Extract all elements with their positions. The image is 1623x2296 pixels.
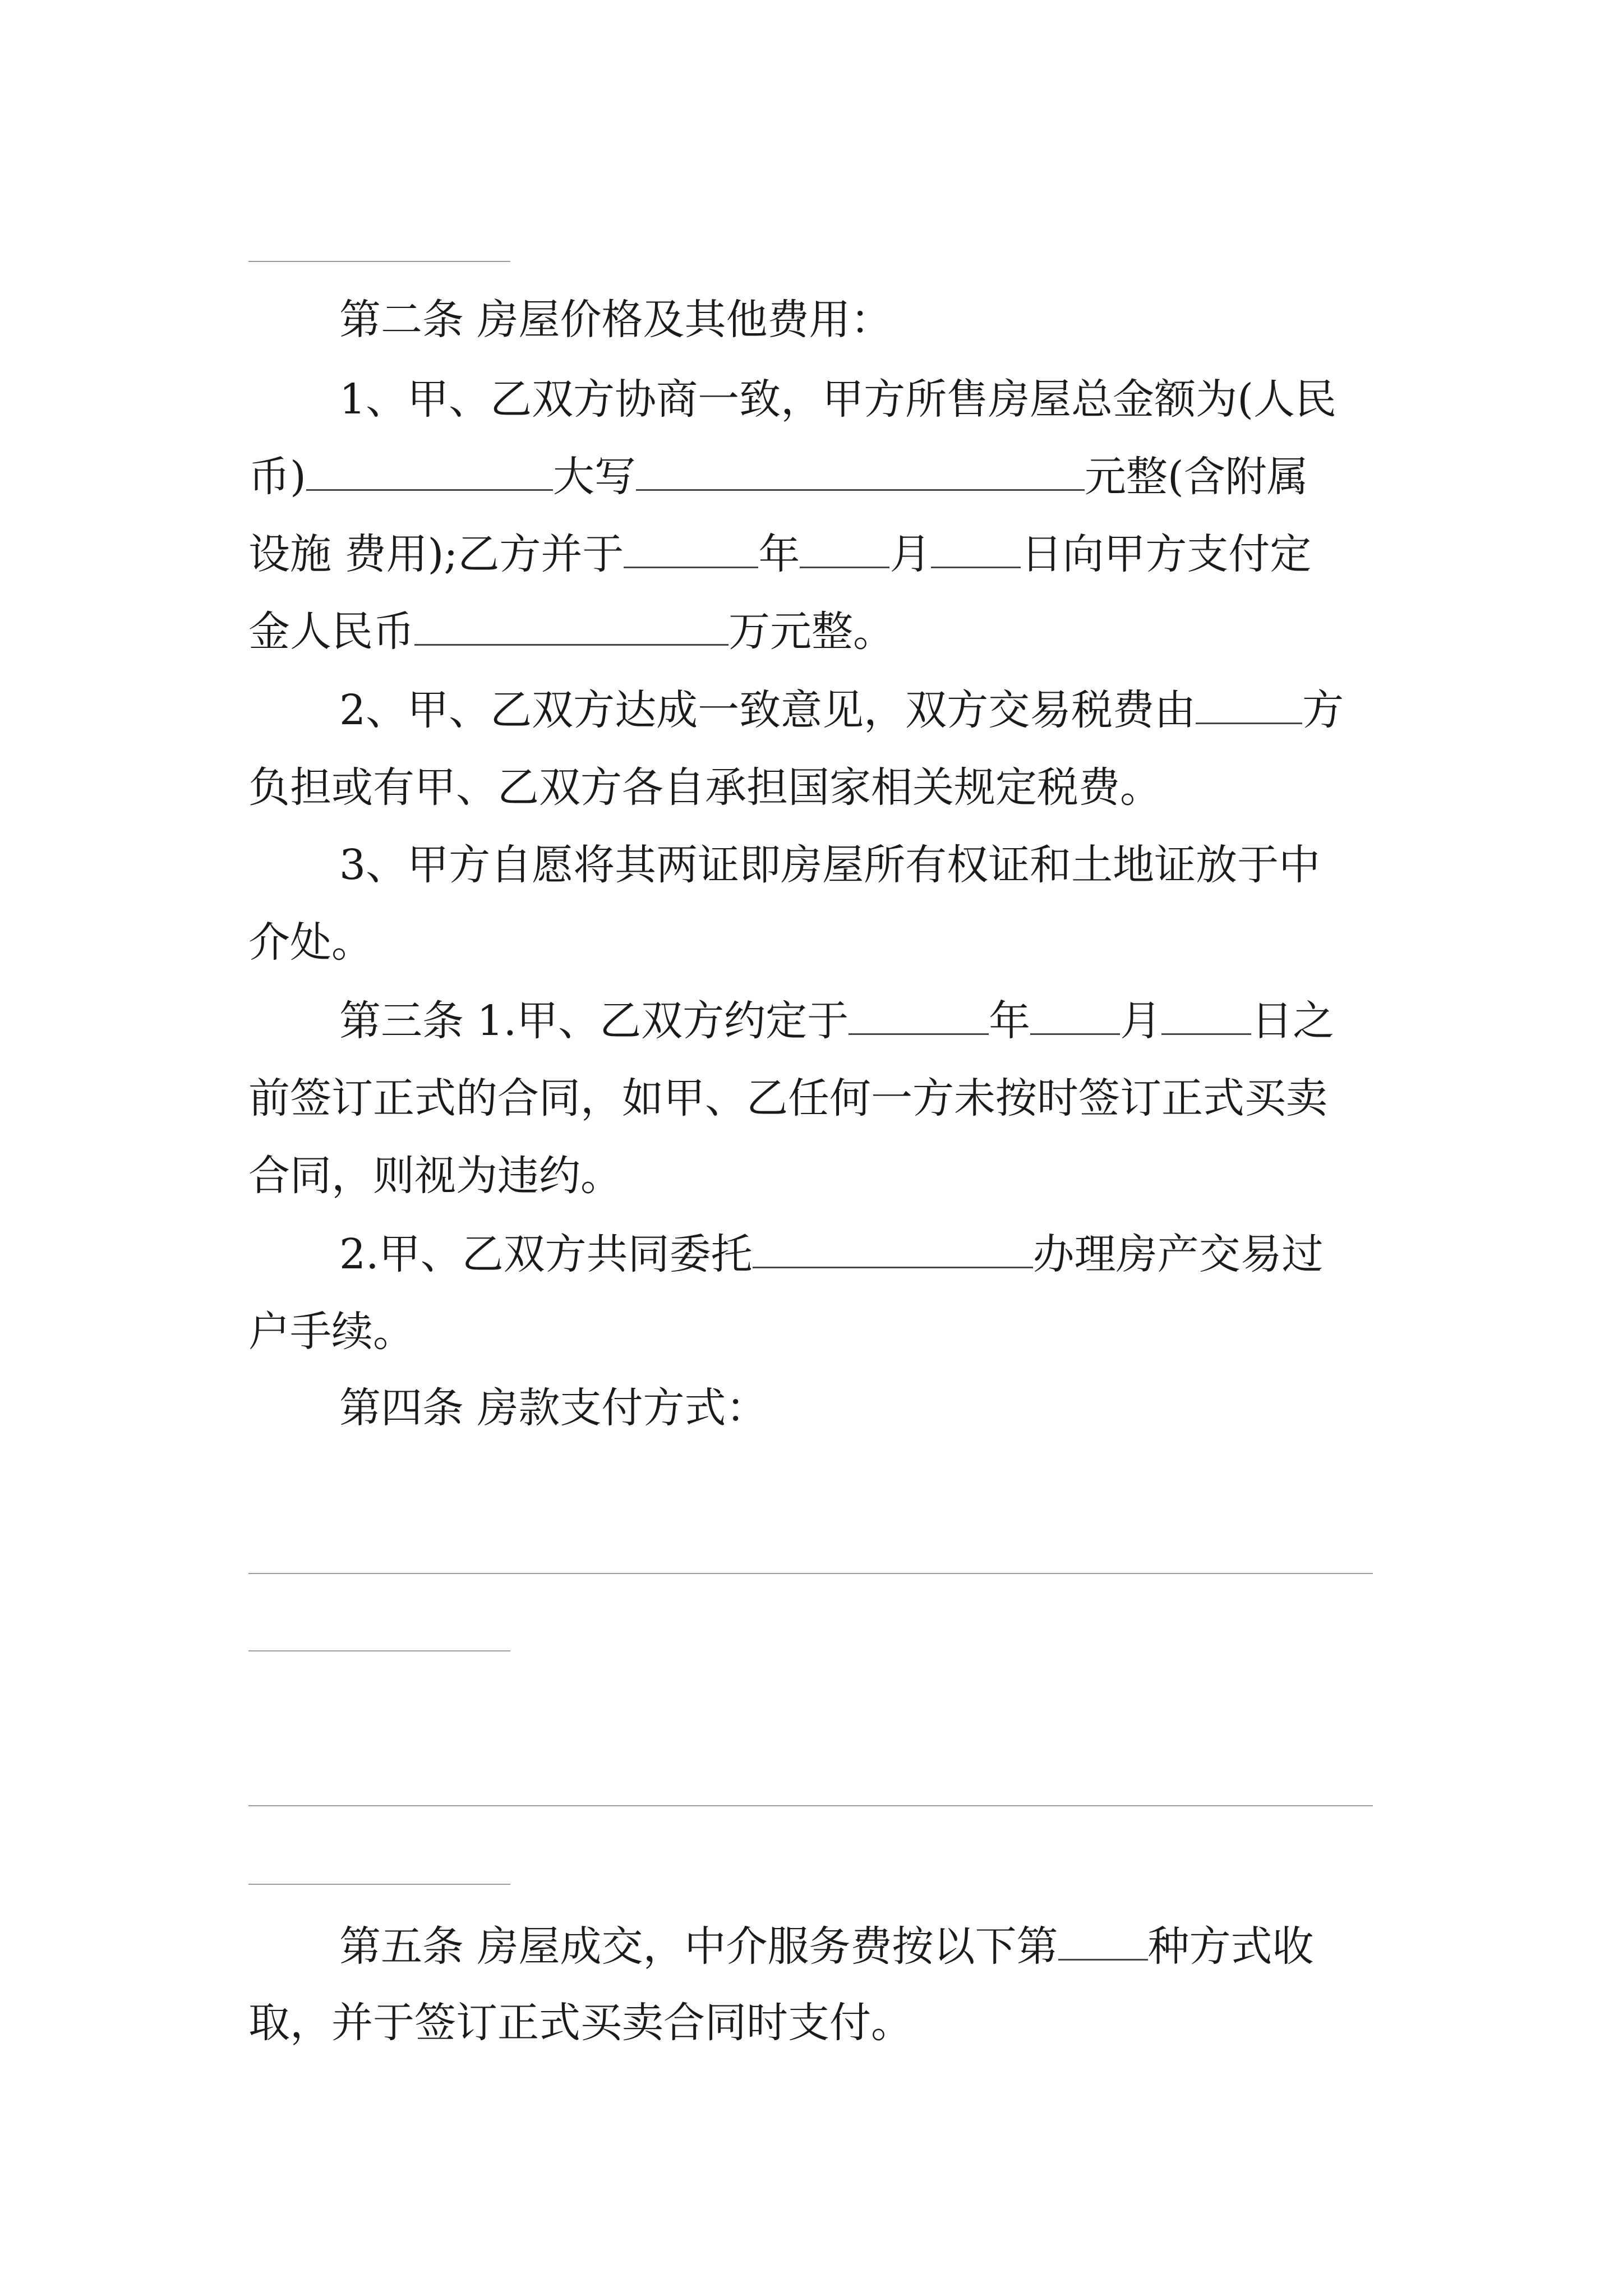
text-segment: 设施 费用);乙方并于 — [248, 530, 624, 578]
article-2-clause-3-line-2: 介处。 — [248, 918, 373, 967]
article-5-line-2: 取，并于签订正式买卖合同时支付。 — [248, 1999, 912, 2047]
article-4-heading: 第四条 房款支付方式： — [339, 1384, 768, 1432]
fill-line[interactable] — [248, 1650, 510, 1651]
blank-deposit-amount[interactable] — [414, 607, 728, 646]
text-segment: 月 — [1120, 997, 1162, 1045]
article-3-line-3: 合同，则视为违约。 — [248, 1152, 622, 1200]
text-segment: 万元整。 — [728, 608, 895, 656]
fill-line[interactable] — [248, 1884, 510, 1885]
text-segment: 日向甲方支付定 — [1021, 530, 1312, 578]
text-segment: 大写 — [552, 453, 636, 501]
article-2-clause-1-line-2 — [248, 449, 1398, 505]
article-3-line-2: 前签订正式的合同，如甲、乙任何一方未按时签订正式买卖 — [248, 1074, 1327, 1122]
blank-agent[interactable] — [753, 1230, 1033, 1268]
article-2-heading: 第二条 房屋价格及其他费用： — [339, 296, 892, 344]
blank-day[interactable] — [931, 530, 1021, 568]
text-segment: 日之 — [1251, 997, 1335, 1045]
text-segment: 第五条 房屋成交，中介服务费按以下第 — [339, 1922, 1058, 1971]
article-2-clause-2-line-1 — [339, 682, 1399, 738]
fill-line-long[interactable] — [248, 1805, 1373, 1806]
blank-month[interactable] — [800, 530, 889, 568]
text-segment: 年 — [758, 530, 800, 578]
text-segment: 币) — [248, 453, 306, 501]
article-3-clause-2-line-1 — [339, 1226, 1399, 1282]
text-segment: 种方式收 — [1147, 1922, 1314, 1971]
text-segment: 2、甲、乙双方达成一致意见，双方交易税费由 — [339, 686, 1196, 734]
article-3-clause-2-line-2: 户手续。 — [248, 1308, 414, 1356]
article-2-clause-1-line-3 — [248, 526, 1398, 582]
article-2-clause-3-line-1: 3、甲方自愿将其两证即房屋所有权证和土地证放于中 — [339, 841, 1321, 889]
blank-month[interactable] — [1030, 996, 1120, 1035]
text-segment: 办理房产交易过 — [1032, 1230, 1324, 1278]
blank-day[interactable] — [1161, 996, 1251, 1035]
blank-amount-words[interactable] — [636, 452, 1085, 491]
text-segment: 第三条 1.甲、乙双方约定于 — [339, 997, 849, 1045]
blank-tax-party[interactable] — [1196, 685, 1302, 724]
fill-line — [248, 261, 510, 262]
text-segment: 元整(含附属 — [1084, 453, 1308, 501]
article-3-line-1 — [339, 993, 1399, 1049]
blank-year[interactable] — [849, 996, 989, 1035]
text-segment: 方 — [1302, 686, 1344, 734]
text-segment: 年 — [989, 997, 1031, 1045]
blank-amount-figures[interactable] — [306, 452, 553, 491]
article-2-clause-2-line-2: 负担或有甲、乙双方各自承担国家相关规定税费。 — [248, 763, 1161, 812]
text-segment: 金人民币 — [248, 608, 414, 656]
article-2-clause-1-line-4 — [248, 604, 1398, 660]
text-segment: 月 — [889, 530, 932, 578]
text-segment: 2.甲、乙双方共同委托 — [339, 1230, 753, 1278]
article-5-line-1 — [339, 1918, 1399, 1975]
blank-year[interactable] — [624, 530, 758, 568]
article-2-clause-1-line-1: 1、甲、乙双方协商一致，甲方所售房屋总金额为(人民 — [339, 375, 1336, 424]
fill-line-long[interactable] — [248, 1573, 1373, 1574]
blank-fee-option[interactable] — [1058, 1922, 1148, 1961]
